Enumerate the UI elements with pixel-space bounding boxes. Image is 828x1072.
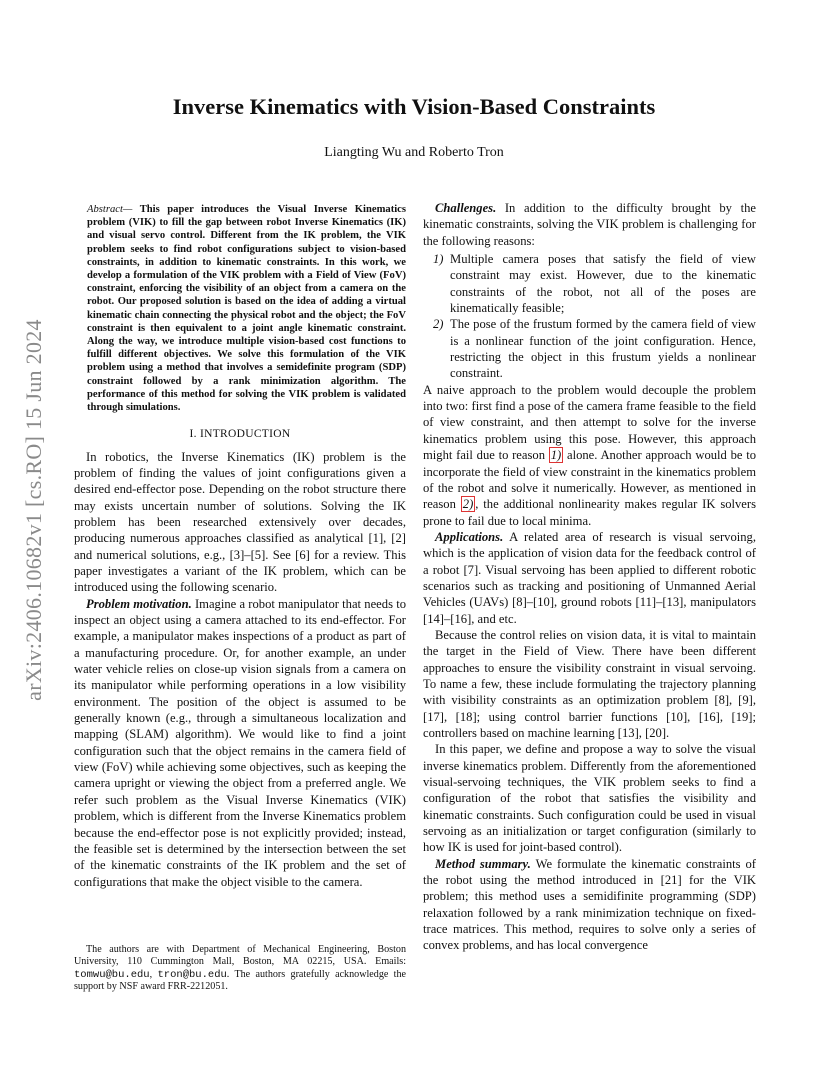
applications-heading: Applications. [435, 529, 504, 544]
footnote-text-1: The authors are with Department of Mechanical Engineering, Boston University, 110 Cummington Mall, Boston, MA 02215, USA. Emails: [74, 944, 406, 968]
method-summary-paragraph [423, 856, 756, 954]
list-item-number: 2) [433, 317, 444, 332]
left-column [74, 200, 406, 890]
abstract-text: This paper introduces the Visual Inverse Kinematics problem (VIK) to fill the gap between robot Inverse Kinematics (IK) and visual servo control. Different from the IK problem, the VIK problem seeks to find robot configurations subject to vision-based constraints, in addition to kinematic constraints. In this work, we develop a formulation of the VIK problem with a Field of View (FoV) constraint, enforcing the visibility of an object from a camera on the robot. Our proposed solution is based on the idea of adding a virtual kinematic chain connecting the physical robot and the object; the FoV constraint is then equivalent to a joint angle kinematic constraint. Along the way, we introduce multiple vision-based cost functions to fulfill different objectives. We solve this formulation of the VIK problem using a method that involves a semidefinite program (SDP) constraint followed by a rank minimization algorithm. The performance of this method for solving the VIK problem is validated through simulations. [87, 204, 406, 414]
naive-text-b: alone. Another approach would be to incorporate the field of view constraint in the kinematics problem of the robot and solve it numerically. However, as mentioned in reason [423, 448, 756, 512]
arxiv-watermark [14, 290, 54, 730]
reason-2-link[interactable]: 2) [462, 497, 474, 512]
list-item [423, 251, 756, 316]
footnote [74, 944, 406, 994]
reason-1-link[interactable]: 1) [550, 448, 562, 463]
list-item-text: The pose of the frustum formed by the camera field of view is a nonlinear function of the joint configuration. Hence, restricting the object in this frustum yields a nonlinear constraint. [450, 317, 756, 381]
applications-paragraph [423, 529, 756, 627]
list-item [423, 316, 756, 381]
footnote-sep: , [149, 968, 158, 980]
naive-text-c: , the additional nonlinearity makes regular IK solvers prone to fail due to local minima. [423, 497, 756, 528]
list-item-text: Multiple camera poses that satisfy the field of view constraint may exist. However, due to the kinematic constraints of the robot, not all of the poses are kinematically feasible; [450, 252, 756, 316]
applications-text: A related area of research is visual servoing, which is the application of vision data for the feedback control of a robot [7]. Visual servoing has been applied to different robotic scenarios such as tracking and positioning of Unmanned Aerial Vehicles (UAVs) [8]–[10], ground robots [11]–[13], manipulators [14]–[16], and etc. [423, 529, 756, 626]
challenges-text: In addition to the difficulty brought by the kinematic constraints, solving the VIK problem is challenging for the following reasons: [423, 201, 756, 248]
footnote-text-2: . The authors gratefully acknowledge the support by NSF award FRR-2212051. [74, 968, 407, 993]
abstract [87, 200, 406, 414]
challenges-heading: Challenges. [435, 201, 497, 215]
in-this-paper-paragraph: In this paper, we define and propose a way to solve the visual inverse kinematics problem. Differently from the aforementioned visual-servoing techniques, the VIK problem seeks to find a configuration of the robot that satisfies the visibility and kinematic constraints. Such configuration could be used in visual servoing as an initialization or target configuration (similarly to how IK is used for joint-based control). [423, 742, 756, 855]
right-column [423, 200, 756, 954]
arxiv-id: arXiv:2406.10682v1 [cs.RO] 15 Jun 2024 [21, 319, 46, 701]
naive-approach-paragraph [423, 382, 756, 529]
abstract-label: Abstract— [87, 204, 133, 215]
method-summary-heading: Method summary. [435, 856, 531, 871]
email-link-2[interactable]: tron@bu.edu [157, 968, 227, 981]
challenges-paragraph [423, 200, 756, 249]
paper-authors: Liangting Wu and Roberto Tron [324, 145, 504, 160]
naive-text-a: A naive approach to the problem would decouple the problem into two: first find a pose of the camera frame feasible to the field of view constraint, and then attempt to solve for the inverse kinematics problem using this pose. However, this approach might fail due to reason [423, 382, 756, 463]
because-paragraph: Because the control relies on vision data, it is vital to maintain the target in the Field of View. There have been different approaches to ensure the visibility constraint in visual servoing. To name a few, these include formulating the trajectory planning with visibility constraints as an optimization problem [8], [9], [17], [18]; using control barrier functions [10], [16], [19]; controllers based on machine learning [13], [20]. [423, 627, 756, 740]
intro-paragraph-1: In robotics, the Inverse Kinematics (IK) problem is the problem of finding the values of joint configurations given a desired end-effector pose. Depending on the robot structure there may exists uncertain number of solutions. Solving the IK problem has been researched extensively over decades, producing numerous approaches classified as analytical [1], [2] and numerical solutions, e.g., [3]–[5]. See [6] for a review. This paper investigates a variant of the IK problem, which can be introduced using the following scenario. [74, 449, 406, 595]
paper-title: Inverse Kinematics with Vision-Based Constraints [172, 94, 656, 119]
list-item-number: 1) [433, 252, 444, 267]
challenges-list [423, 251, 756, 382]
intro-paragraph-2 [74, 596, 406, 890]
section-heading: I. INTRODUCTION [189, 428, 291, 441]
problem-motivation-text: Imagine a robot manipulator that needs to inspect an object using a camera attached to its end-effector. For example, a manipulator makes inspections of a product as part of a manufacturing procedure. Or, for another example, an under water vehicle relies on close-up vision signals from a camera on its manipulator while performing operations in a low visibility environment. The position of the object is assumed to be generally known (e.g., through a simultaneous localization and mapping (SLAM) algorithm). We would like to find a joint configuration such that the object remains in the camera field of view (FoV) while achieving some objectives, such as keeping the camera upright or viewing the object from a preferred angle. We refer such problem as the Visual Inverse Kinematics (VIK) problem, which is different from the Inverse Kinematics problem because the end-effector pose is not explicitly provided; instead, the feasible set is determined by the intersection between the set of the kinematic constraints of the IK problem and the set of configurations that make the object visible to the camera. [74, 596, 406, 889]
email-link-1[interactable]: tomwu@bu.edu [74, 968, 150, 981]
method-summary-text: We formulate the kinematic constraints of the robot using the method introduced in [21] for the VIK problem; this method uses a semidifinite programming (SDP) relaxation followed by a rank minimization technique on fixed-trace matrices. This method, requires to solve only a series of convex problems, and has local convergence [423, 856, 757, 953]
problem-motivation-heading: Problem motivation. [86, 596, 192, 611]
